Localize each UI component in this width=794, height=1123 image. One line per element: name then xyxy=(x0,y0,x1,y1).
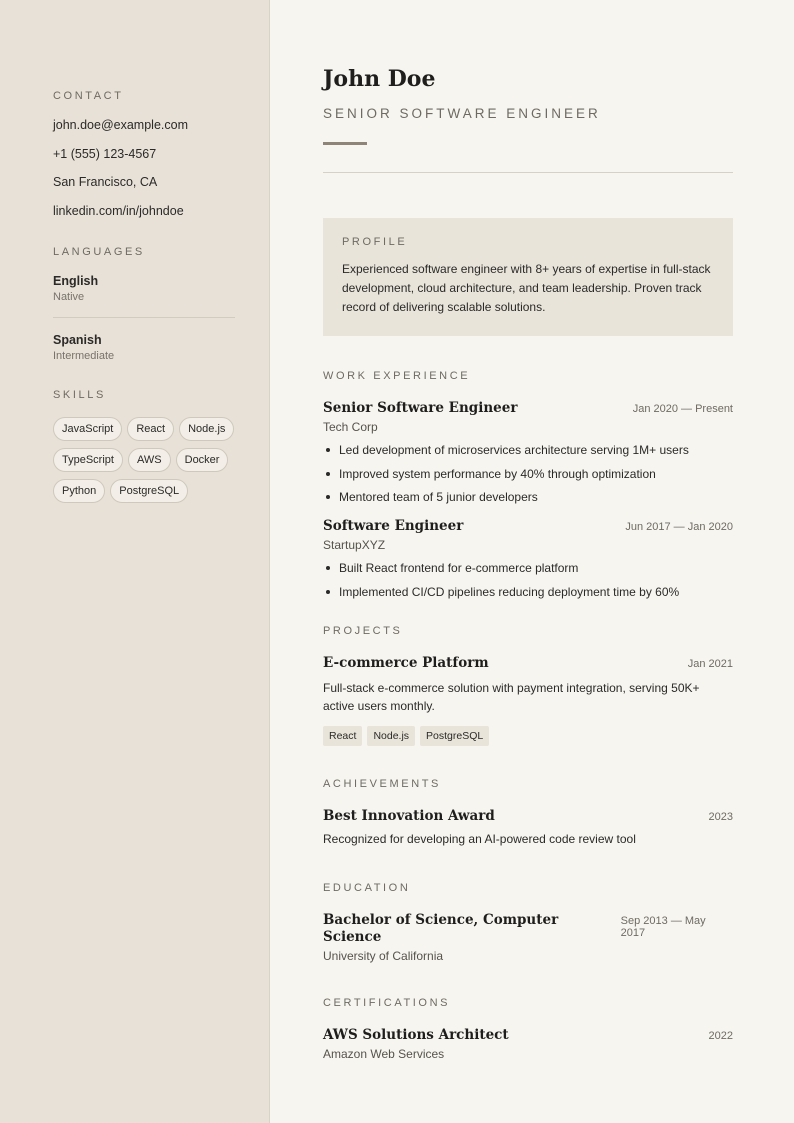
contact-linkedin[interactable]: linkedin.com/in/johndoe xyxy=(53,203,184,218)
skill-chip: Docker xyxy=(176,448,229,472)
project-tags xyxy=(323,726,733,746)
language-name: Spanish xyxy=(53,333,102,347)
achievements-section xyxy=(323,778,733,849)
profile-section xyxy=(323,218,733,336)
company-name: Tech Corp xyxy=(323,420,378,434)
certification-date: 2022 xyxy=(708,1030,733,1042)
certification-entry xyxy=(323,1027,733,1061)
profile-heading: PROFILE xyxy=(342,236,408,248)
skill-chip: Node.js xyxy=(179,417,234,441)
education-section xyxy=(323,882,733,963)
certifications-section xyxy=(323,997,733,1061)
skill-chip: JavaScript xyxy=(53,417,122,441)
profile-text: Experienced software engineer with 8+ years of expertise in full-stack development, cloud architecture, and team leadership. Proven track record of delivering scalable solutions. xyxy=(342,262,711,314)
contact-heading: CONTACT xyxy=(53,90,124,102)
bullet-item: Mentored team of 5 junior developers xyxy=(323,490,733,504)
resume-header xyxy=(323,66,733,173)
bullet-item: Implemented CI/CD pipelines reducing deployment time by 60% xyxy=(323,585,733,599)
job-title: Software Engineer xyxy=(323,518,464,534)
experience-heading: WORK EXPERIENCE xyxy=(323,370,471,382)
contact-section xyxy=(53,90,235,232)
main-content xyxy=(323,0,733,1061)
achievement-description: Recognized for developing an AI-powered code review tool xyxy=(323,831,636,846)
skill-chip: React xyxy=(127,417,174,441)
achievement-date: 2023 xyxy=(708,810,733,823)
languages-heading: LANGUAGES xyxy=(53,246,145,258)
experience-section xyxy=(323,370,733,599)
contact-location: San Francisco, CA xyxy=(53,175,158,189)
experience-entry xyxy=(323,518,733,599)
job-bullets xyxy=(323,443,733,504)
project-date: Jan 2021 xyxy=(687,657,733,670)
languages-section xyxy=(53,246,235,363)
skills-heading: SKILLS xyxy=(53,389,106,401)
accent-bar xyxy=(323,142,367,145)
skill-chip: PostgreSQL xyxy=(110,479,188,503)
job-bullets xyxy=(323,561,733,599)
header-divider xyxy=(323,172,733,173)
sidebar xyxy=(0,0,270,1123)
bullet-item: Built React frontend for e-commerce platform xyxy=(323,561,733,575)
language-name: English xyxy=(53,274,99,288)
language-item xyxy=(53,333,235,363)
experience-entry xyxy=(323,400,733,504)
projects-section xyxy=(323,625,733,746)
job-date: Jan 2020 — Present xyxy=(632,403,733,415)
education-heading: EDUCATION xyxy=(323,882,411,894)
school-name: University of California xyxy=(323,949,444,963)
company-name: StartupXYZ xyxy=(323,538,386,552)
language-level: Intermediate xyxy=(53,350,115,362)
certification-title: AWS Solutions Architect xyxy=(323,1027,509,1043)
skill-chip: TypeScript xyxy=(53,448,123,472)
achievement-title: Best Innovation Award xyxy=(323,807,495,824)
job-date: Jun 2017 — Jan 2020 xyxy=(625,521,733,533)
project-tag: Node.js xyxy=(367,726,415,746)
education-date: Sep 2013 — May 2017 xyxy=(620,915,706,939)
skill-chips xyxy=(53,417,243,510)
achievements-heading: ACHIEVEMENTS xyxy=(323,777,441,790)
certifications-heading: CERTIFICATIONS xyxy=(323,997,451,1009)
project-description: Full-stack e-commerce solution with payment integration, serving 50K+ active users monthly. xyxy=(323,680,700,713)
projects-heading: PROJECTS xyxy=(323,624,403,637)
skill-chip: Python xyxy=(53,479,105,503)
contact-phone[interactable]: +1 (555) 123-4567 xyxy=(53,146,157,161)
language-level: Native xyxy=(53,291,85,303)
project-entry xyxy=(323,655,733,746)
language-divider xyxy=(53,317,235,318)
contact-email[interactable]: john.doe@example.com xyxy=(53,118,188,132)
achievement-entry xyxy=(323,808,733,849)
project-tag: PostgreSQL xyxy=(420,726,489,746)
project-tag: React xyxy=(323,726,362,746)
project-title: E-commerce Platform xyxy=(323,654,489,671)
job-title: Senior Software Engineer xyxy=(323,400,518,416)
bullet-item: Improved system performance by 40% through optimization xyxy=(323,467,733,481)
degree-title: Bachelor of Science, Computer Science xyxy=(323,912,559,945)
skill-chip: AWS xyxy=(128,448,171,472)
education-entry xyxy=(323,912,733,963)
candidate-title: SENIOR SOFTWARE ENGINEER xyxy=(323,106,601,121)
certification-issuer: Amazon Web Services xyxy=(323,1047,445,1061)
skills-section xyxy=(53,389,235,510)
bullet-item: Led development of microservices architecture serving 1M+ users xyxy=(323,443,733,457)
language-item xyxy=(53,274,235,304)
candidate-name: John Doe xyxy=(323,66,436,92)
